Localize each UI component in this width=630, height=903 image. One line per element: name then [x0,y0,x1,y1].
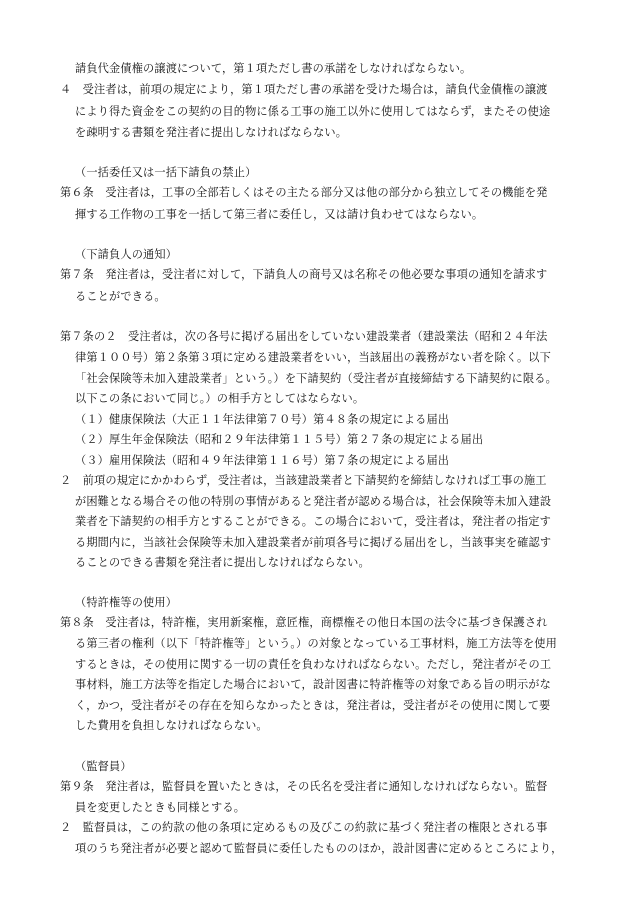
article-9-para-2-line-2: 項のうち発注者が必要と認めて監督員に委任したもののほか，設計図書に定めるところにより， [75,842,563,855]
article-7-2-para-2-line-3: 業者を下請契約の相手方とすることができる。この場合において，受注者は，発注者の指定す [75,515,551,528]
article-7-2-line-1: 第７条の２ 受注者は，次の各号に掲げる届出をしていない建設業者（建設業法（昭和２４年法 [60,330,548,343]
article-9-para-2-line-1: ２ 監督員は，この約款の他の条項に定めるもの及びこの約款に基づく発注者の権限とされる事 [60,821,548,834]
article-8-line-6: した費用を負担しなければならない。 [75,719,268,732]
article-9-heading: （監督員） [75,760,132,773]
article-7-heading: （下請負人の通知） [75,248,178,261]
article-8-line-5: く，かつ，受注者がその存在を知らなかったときは，発注者は，受注者がその使用に関して要 [75,699,551,712]
article-8-heading: （特許権等の使用） [75,596,178,609]
article-7-line-2: ることができる。 [75,290,166,303]
article-7-line-1: 第７条 発注者は，受注者に対して，下請負人の商号又は名称その他必要な事項の通知を請求す [60,268,548,281]
article-7-2-para-2-line-5: ることのできる書類を発注者に提出しなければならない。 [75,556,370,569]
article-6-line-2: 揮する工作物の工事を一括して第三者に委任し，又は請け負わせてはならない。 [75,208,484,221]
paragraph-3-continuation: 請負代金債権の譲渡について，第１項ただし書の承諾をしなければならない。 [75,62,472,75]
article-7-2-item-3: （３）雇用保険法（昭和４９年法律第１１６号）第７条の規定による届出 [75,454,450,467]
article-9-line-2: 員を変更したときも同様とする。 [75,801,246,814]
paragraph-4-line-2: により得た資金をこの契約の目的物に係る工事の施工以外に使用してはならず，またその使途 [75,105,551,118]
article-7-2-item-2: （２）厚生年金保険法（昭和２９年法律第１１５号）第２７条の規定による届出 [75,433,484,446]
article-8-line-1: 第８条 受注者は，特許権，実用新案権，意匠権，商標権その他日本国の法令に基づき保護され [60,616,548,629]
article-7-2-para-2-line-1: ２ 前項の規定にかかわらず，受注者は，当該建設業者と下請契約を締結しなければ工事の施工 [60,474,547,487]
article-6-line-1: 第６条 受注者は，工事の全部若しくはその主たる部分又は他の部分から独立してその機能を発 [60,186,548,199]
article-7-2-line-3: 「社会保険等未加入建設業者」という。）を下請契約（受注者が直接締結する下請契約に限る。 [75,372,557,385]
article-7-2-para-2-line-2: が困難となる場合その他の特別の事情があると発注者が認める場合は，社会保険等未加入建設 [75,495,552,508]
article-6-heading: （一括委任又は一括下請負の禁止） [75,166,257,179]
paragraph-4-line-1: ４ 受注者は，前項の規定により，第１項ただし書の承諾を受けた場合は，請負代金債権の譲渡 [60,83,548,96]
paragraph-4-line-3: を疎明する書類を発注者に提出しなければならない。 [75,126,348,139]
article-7-2-item-1: （１）健康保険法（大正１１年法律第７０号）第４８条の規定による届出 [75,413,450,426]
article-8-line-3: するときは，その使用に関する一切の責任を負わなければならない。ただし，発注者がその工 [75,658,552,671]
article-7-2-para-2-line-4: る期間内に，当該社会保険等未加入建設業者が前項各号に掲げる届出をし，当該事実を確認す [75,536,552,549]
article-7-2-line-4: 以下この条において同じ。）の相手方としてはならない。 [75,392,365,405]
article-8-line-4: 事材料，施工方法等を指定した場合において，設計図書に特許権等の対象である旨の明示がな [75,678,551,691]
article-7-2-line-2: 律第１００号）第２条第３項に定める建設業者をいい，当該届出の義務がない者を除く。以下 [75,351,551,364]
article-8-line-2: る第三者の権利（以下「特許権等」という。）の対象となっている工事材料，施工方法等を使用 [75,637,557,650]
article-9-line-1: 第９条 発注者は，監督員を置いたときは，その氏名を受注者に通知しなければならない。監督 [60,780,548,793]
